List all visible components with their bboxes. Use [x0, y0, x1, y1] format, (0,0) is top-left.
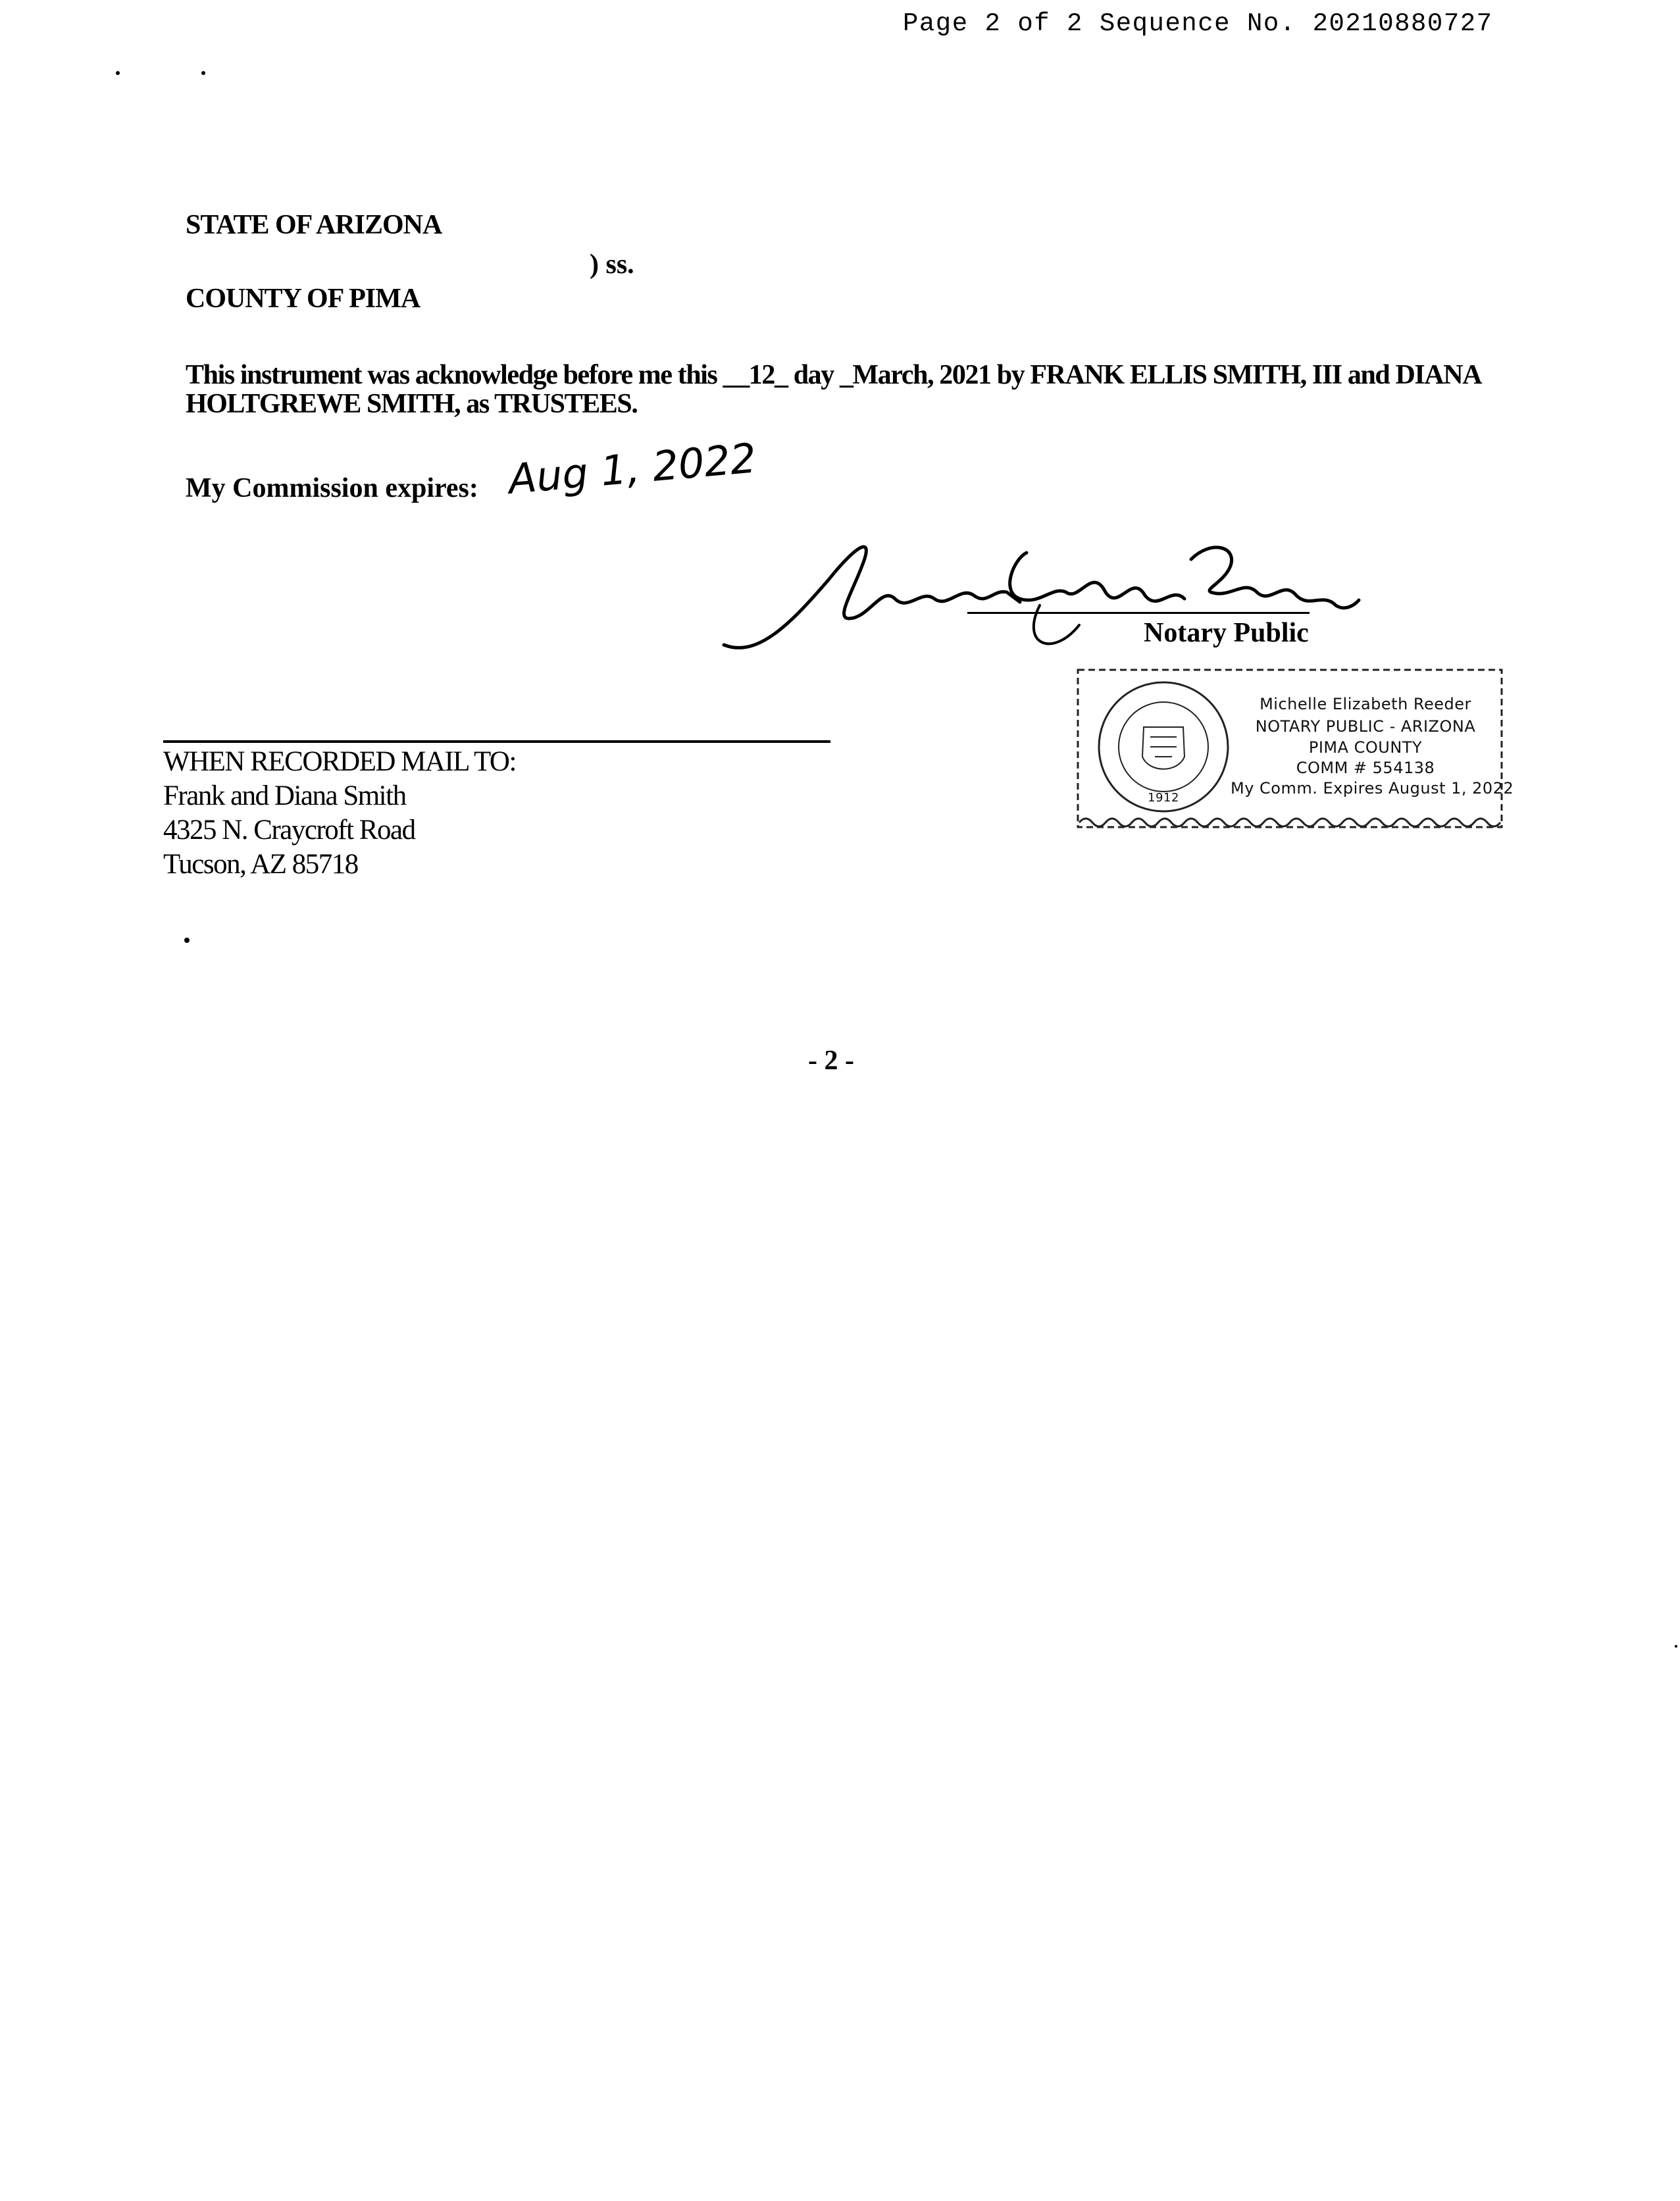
commission-handwritten-date: Aug 1, 2022 — [506, 434, 758, 503]
venue-county: COUNTY OF PIMA — [186, 284, 420, 314]
stamp-notary-name: Michelle Elizabeth Reeder — [1260, 695, 1471, 713]
venue-ss: ) ss. — [590, 249, 634, 280]
scan-speck — [116, 71, 120, 75]
notary-stamp — [1073, 665, 1514, 832]
stamp-county: PIMA COUNTY — [1308, 738, 1423, 757]
scan-speck — [201, 71, 205, 75]
venue-state: STATE OF ARIZONA — [186, 210, 442, 240]
scan-speck — [1675, 1645, 1677, 1648]
notary-public-label: Notary Public — [1144, 618, 1309, 648]
mail-to-city: Tucson, AZ 85718 — [163, 849, 358, 880]
sequence-header: Page 2 of 2 Sequence No. 20210880727 — [903, 9, 1493, 38]
stamp-commission-type: NOTARY PUBLIC - ARIZONA — [1255, 717, 1476, 736]
mail-to-street: 4325 N. Craycroft Road — [163, 815, 415, 846]
mail-to-name: Frank and Diana Smith — [163, 780, 406, 811]
acknowledgment-text: This instrument was acknowledge before me this __12_ day _March, 2021 by FRANK ELLIS SMITH, III and DIANA HOLTGREWE SMITH, as TRUSTEES. — [186, 360, 1480, 419]
stamp-seal-year: 1912 — [1148, 791, 1179, 805]
mail-to-heading: WHEN RECORDED MAIL TO: — [163, 746, 516, 777]
commission-label: My Commission expires: — [186, 473, 478, 503]
mail-to-rule — [163, 740, 830, 743]
stamp-commission-number: COMM # 554138 — [1296, 759, 1435, 777]
stamp-expiration: My Comm. Expires August 1, 2022 — [1231, 779, 1514, 797]
page-number: - 2 - — [808, 1046, 854, 1076]
mail-to-block — [163, 745, 516, 882]
scan-speck — [184, 938, 190, 943]
